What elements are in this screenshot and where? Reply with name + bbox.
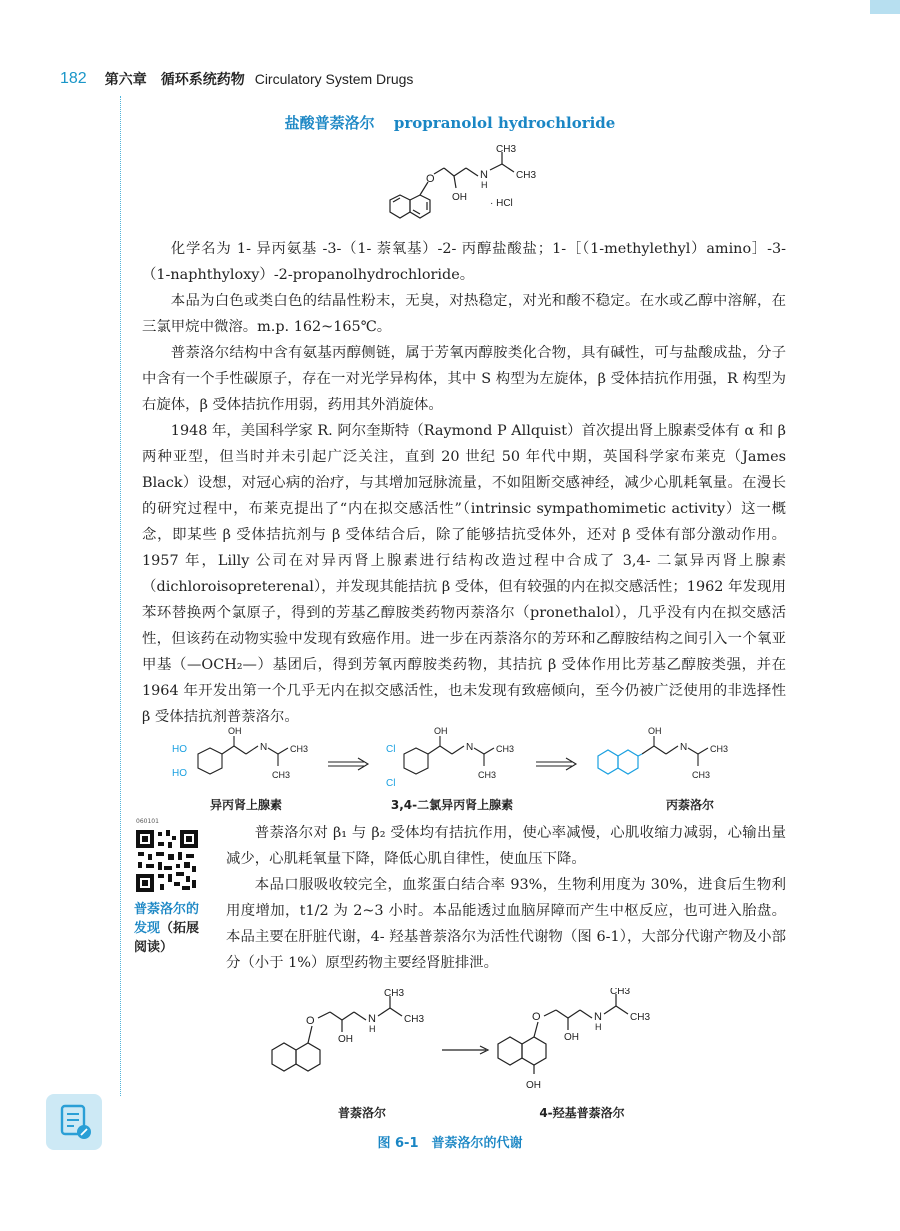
ch3-top-label: CH3: [496, 144, 517, 155]
page-number: 182: [60, 70, 87, 87]
qr-code-id: 060101: [136, 818, 159, 825]
ch3-c3a: CH3: [710, 744, 729, 754]
n-c3: N: [680, 742, 688, 753]
drug-title: [0, 112, 900, 133]
ch3-c1a: CH3: [290, 744, 309, 754]
drug-name-cn: 盐酸普萘洛尔: [284, 114, 375, 132]
notes-icon[interactable]: [46, 1094, 102, 1150]
caption-pronethalol: 丙萘洛尔: [665, 798, 714, 812]
fig-ch3a-right: CH3: [610, 988, 631, 997]
ch3-c2a: CH3: [496, 744, 515, 754]
o-label: O: [426, 173, 435, 185]
oh-label: OH: [452, 192, 467, 203]
h-label: H: [481, 180, 488, 190]
chapter-title-cn: 循环系统药物: [160, 71, 245, 87]
caption-isoprenaline: 异丙肾上腺素: [209, 798, 282, 812]
fig-oh-left: OH: [338, 1034, 353, 1045]
metabolism-figure: [262, 988, 682, 1102]
oh-c3: OH: [648, 726, 662, 736]
figure-right-label: 4-羟基普萘洛尔: [539, 1106, 625, 1120]
fig-ch3b-right: CH3: [630, 1012, 651, 1023]
paragraph-properties: 本品为白色或类白色的结晶性粉末，无臭，对热稳定，对光和酸不稳定。在水或乙醇中溶解，在三氯甲烷中微溶。m.p. 162~165℃。: [142, 293, 786, 335]
n-c2: N: [466, 742, 474, 753]
chapter-title-en: Circulatory System Drugs: [254, 71, 414, 87]
figure-caption: 图 6-1 普萘洛尔的代谢: [377, 1136, 523, 1151]
oh-c1: OH: [228, 726, 242, 736]
paragraph-structure: 普萘洛尔结构中含有氨基丙醇侧链，属于芳氧丙醇胺类化合物，具有碱性，可与盐酸成盐，分子中含有一个手性碳原子，存在一对光学异构体，其中 S 构型为左旋体，β 受体拮抗作用强，R 构型为右旋体，β 受体拮抗作用弱，药用其外消旋体。: [142, 345, 786, 413]
figure-left-label: 普萘洛尔: [337, 1106, 386, 1120]
fig-h-right: H: [595, 1022, 602, 1032]
margin-dotted-line: [120, 96, 121, 1096]
fig-h-left: H: [369, 1024, 376, 1034]
cl-lower: Cl: [386, 778, 396, 789]
fig-o-left: O: [306, 1015, 315, 1027]
chapter-number: 第六章: [104, 71, 147, 87]
fig-o-right: O: [532, 1011, 541, 1023]
running-header: [60, 66, 413, 92]
sidebar-label-black: （拓展阅读）: [134, 921, 200, 955]
fig-ch3b-left: CH3: [404, 1014, 425, 1025]
ch3-c2b: CH3: [478, 770, 497, 780]
hcl-label: · HCl: [490, 198, 513, 209]
page-corner-tab: [870, 0, 900, 14]
paragraph-chemical-name: 化学名为 1- 异丙氨基 -3-（1- 萘氧基）-2- 丙醇盐酸盐；1-［（1-methylethyl）amino］-3-（1-naphthyloxy）-2-propanolhydrochloride。: [142, 241, 786, 283]
sidebar-reading-link[interactable]: [134, 900, 206, 957]
oh-c2: OH: [434, 726, 448, 736]
caption-dichloroisoprenaline: 3,4-二氯异丙肾上腺素: [390, 798, 514, 812]
drug-name-en: propranolol hydrochloride: [393, 114, 616, 132]
n-label: N: [480, 169, 488, 181]
fig-oh-right: OH: [564, 1032, 579, 1043]
ch3-right-label: CH3: [516, 170, 537, 181]
fig-oh-bottom: OH: [526, 1080, 541, 1091]
fig-ch3a-left: CH3: [384, 988, 405, 999]
ch3-c3b: CH3: [692, 770, 711, 780]
paragraph-pharmacokinetics: 本品口服吸收较完全，血浆蛋白结合率 93%，生物利用度为 30%，进食后生物利用度增加，t1/2 为 2~3 小时。本品能透过血脑屏障而产生中枢反应，也可进入胎盘。本品主要在肝脏代谢，4- 羟基普萘洛尔为活性代谢物（图 6-1），大部分代谢产物及小部分（小于 1%）原型药物主要经肾脏排泄。: [226, 877, 786, 971]
paragraph-pharmacology: 普萘洛尔对 β₁ 与 β₂ 受体均有拮抗作用，使心率减慢，心肌收缩力减弱，心输出量减少，心肌耗氧量下降，降低心肌自律性，使血压下降。: [226, 825, 786, 867]
sidebar-label-blue: 普萘洛尔的发现: [134, 902, 200, 936]
paragraph-history: 1948 年，美国科学家 R. 阿尔奎斯特（Raymond P Allquist）首次提出肾上腺素受体有 α 和 β 两种亚型，但当时并未引起广泛关注，直到 20 世纪 50 年代中期，英国科学家布莱克（James Black）设想，对冠心病的治疗，与其增加冠脉流量，不如阻断交感神经，减少心肌耗氧量。在漫长的研究过程中，布莱克提出了“内在拟交感活性”（intrinsic sympathomimetic activity）这一概念，即某些 β 受体拮抗剂与 β 受体结合后，除了能够拮抗受体外，还对 β 受体有部分激动作用。1957 年，Lilly 公司在对异丙肾上腺素进行结构改造过程中合成了 3,4- 二氯异丙肾上腺素（dichloroisopreterenal），并发现其能拮抗 β 受体，但有较强的内在拟交感活性；1962 年发现用苯环替换两个氯原子，得到的芳基乙醇胺类药物丙萘洛尔（pronethalol），几乎没有内在拟交感活性，但该药在动物实验中发现有致癌作用。进一步在丙萘洛尔的芳环和乙醇胺结构之间引入一个氧亚甲基（—OCH₂—）基团后，得到芳氧丙醇胺类药物，其拮抗 β 受体作用比芳基乙醇胺类强，并在 1964 年开发出第一个几乎无内在拟交感活性，也未发现有致癌倾向，至今仍被广泛使用的非选择性 β 受体拮抗剂普萘洛尔。: [142, 423, 786, 725]
n-c1: N: [260, 742, 268, 753]
ch3-c1b: CH3: [272, 770, 291, 780]
ho-upper: HO: [172, 744, 187, 755]
ho-lower: HO: [172, 768, 187, 779]
fig-n-left: N: [368, 1013, 376, 1025]
cl-upper: Cl: [386, 744, 396, 755]
propranolol-hcl-structure: [380, 140, 550, 236]
fig-n-right: N: [594, 1011, 602, 1023]
qr-code-icon[interactable]: [134, 828, 200, 894]
